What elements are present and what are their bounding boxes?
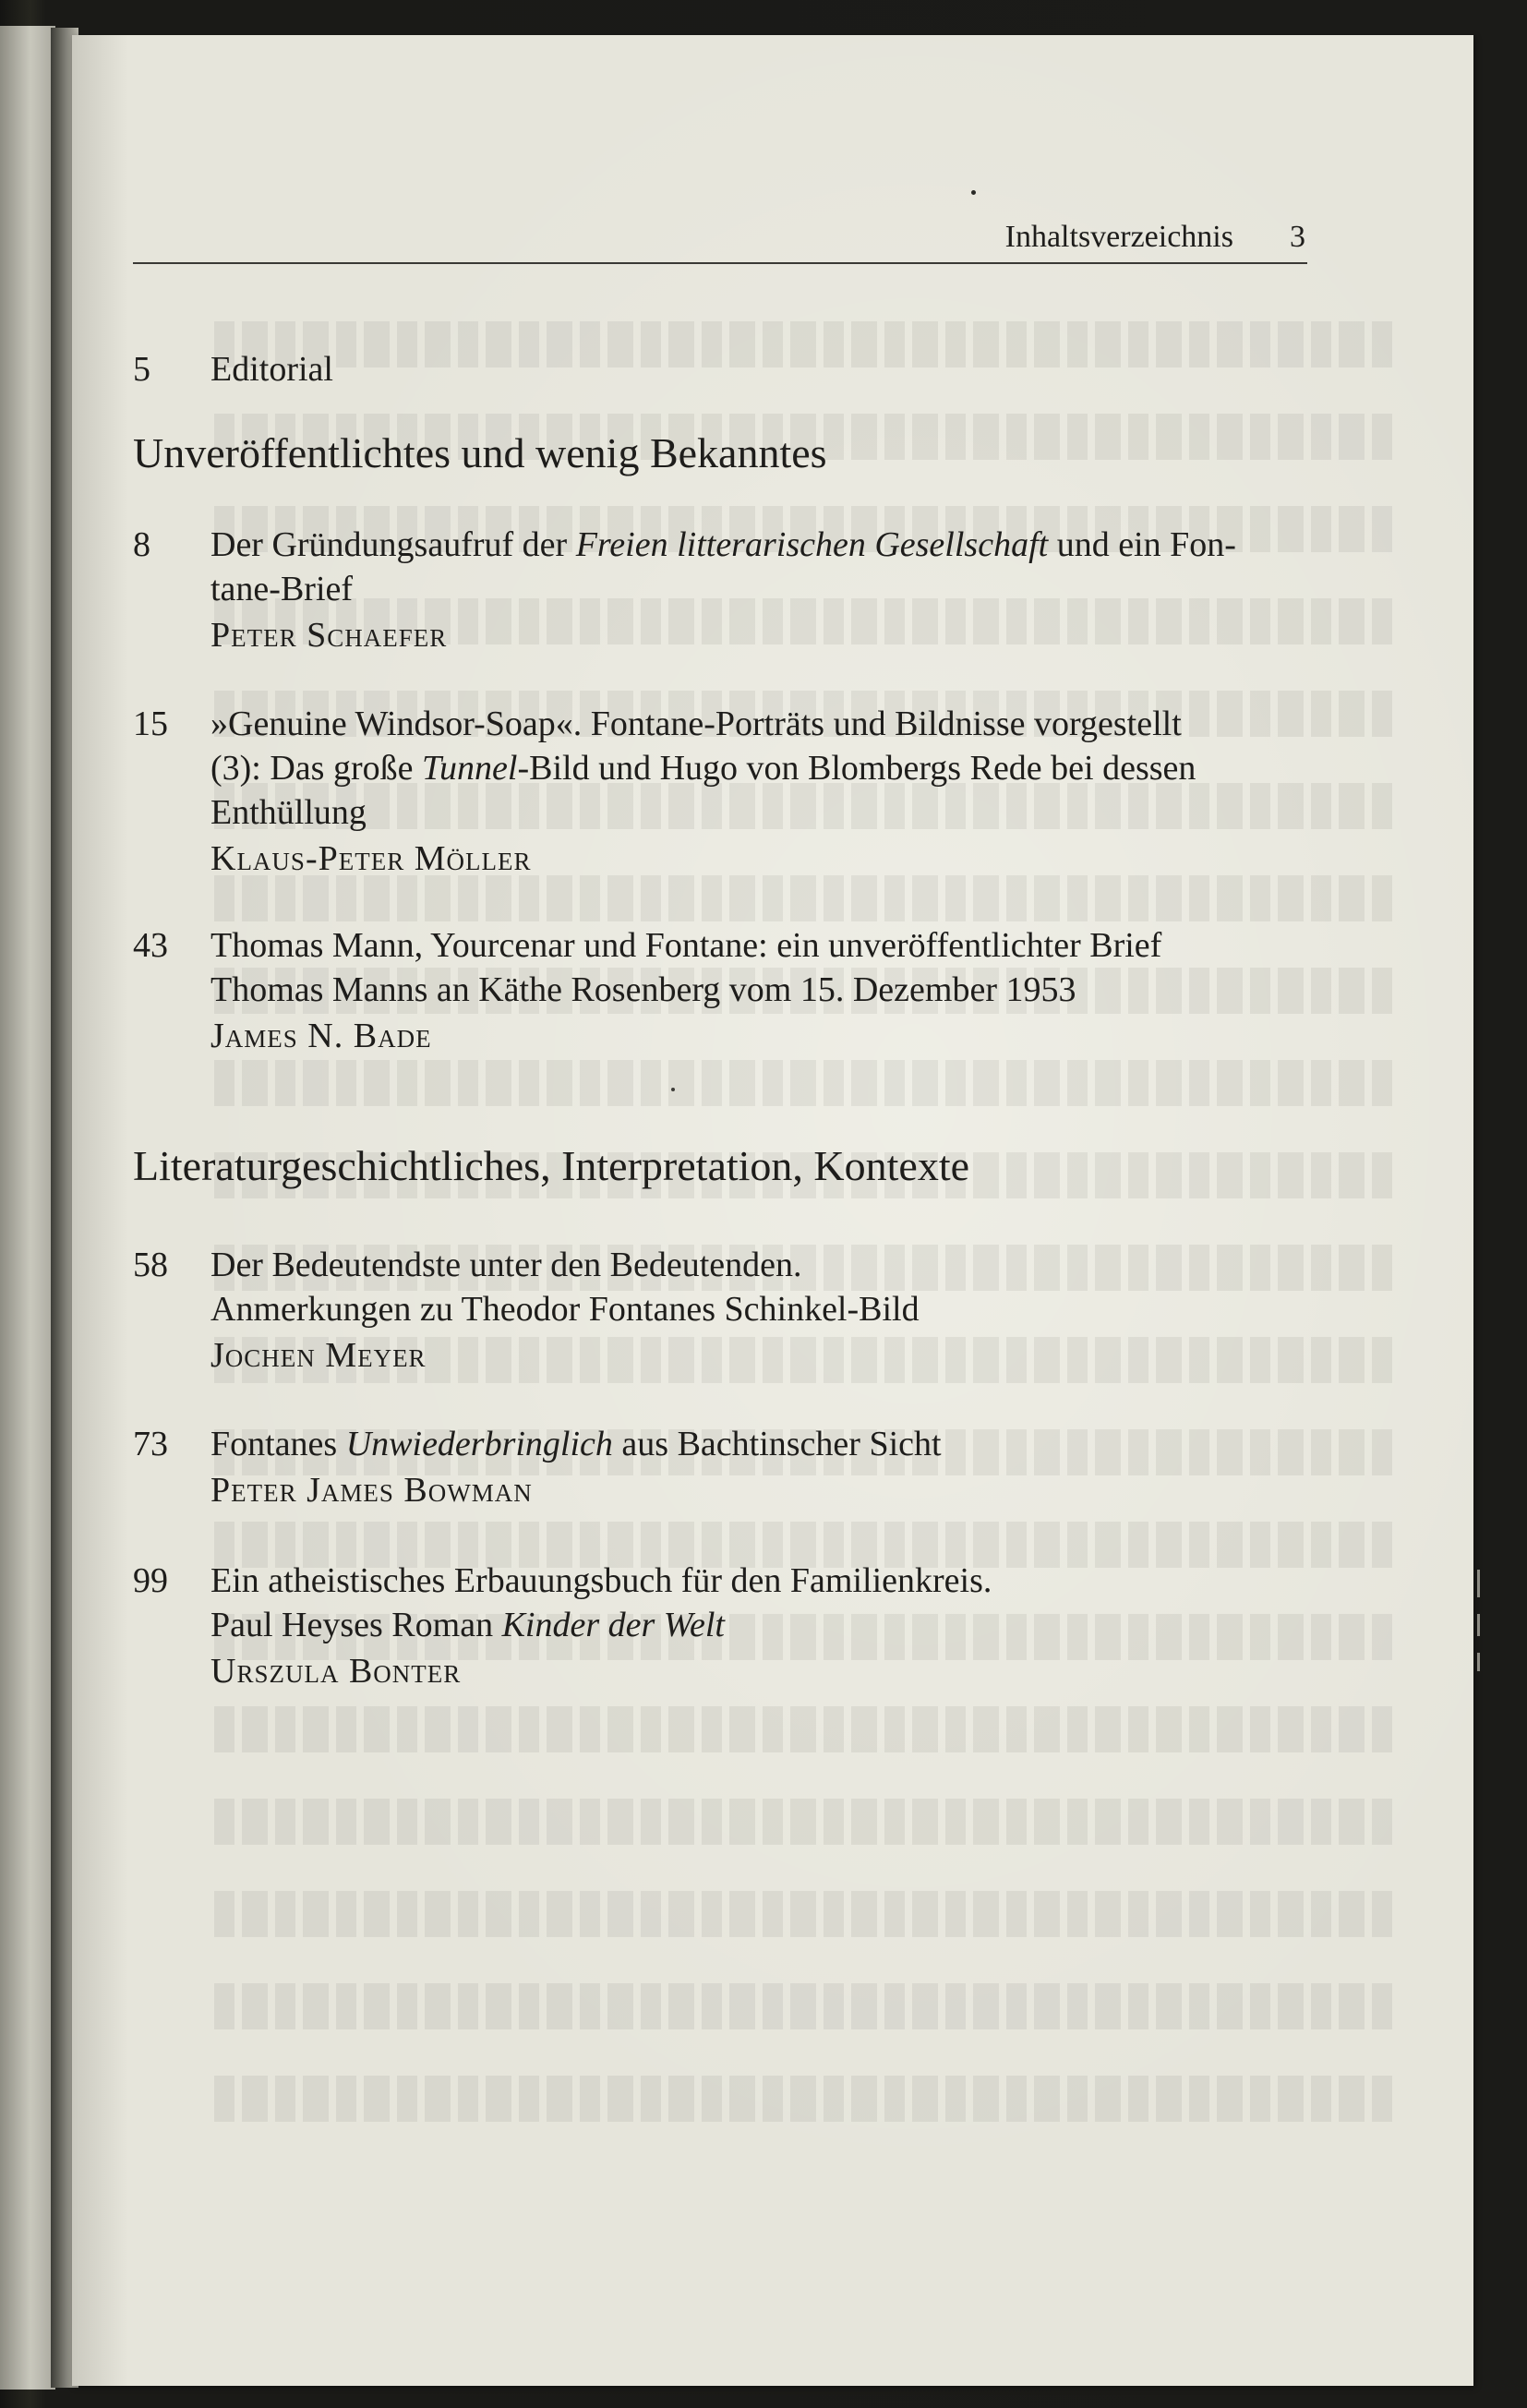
entry-title: Editorial: [210, 350, 333, 389]
previous-page-edge: [0, 26, 55, 2390]
entry-title-line: Thomas Manns an Käthe Rosenberg vom 15. Dezember 1953: [210, 970, 1076, 1009]
entry-title-line: Thomas Mann, Yourcenar und Fontane: ein unveröffentlichter Brief: [210, 926, 1162, 965]
entry-title-line: Paul Heyses Roman Kinder der Welt: [210, 1606, 725, 1644]
entry-author: James N. Bade: [210, 1017, 432, 1055]
page-edge-marks: [1473, 1570, 1486, 1680]
section-heading-unveroeffentlichtes: Unveröffentlichtes und wenig Bekanntes: [133, 429, 827, 476]
entry-title-line: tane-Brief: [210, 570, 354, 608]
print-speck: [671, 1088, 675, 1091]
entry-page-number: 43: [133, 926, 168, 965]
entry-author: Jochen Meyer: [210, 1336, 427, 1375]
print-speck: [971, 190, 976, 195]
entry-author: Klaus-Peter Möller: [210, 839, 532, 878]
section-heading-literaturgeschichtliches: Literaturgeschichtliches, Interpretation, Kontexte: [133, 1142, 970, 1189]
header-page-number: 3: [1290, 220, 1305, 254]
entry-title-line: Fontanes Unwiederbringlich aus Bachtinscher Sicht: [210, 1425, 942, 1463]
entry-page-number: 8: [133, 525, 150, 564]
entry-page-number: 99: [133, 1561, 168, 1600]
entry-author: Peter Schaefer: [210, 616, 448, 655]
entry-page-number: 73: [133, 1425, 168, 1463]
entry-title-line: (3): Das große Tunnel-Bild und Hugo von Blombergs Rede bei dessen: [210, 749, 1196, 788]
entry-title-line: Anmerkungen zu Theodor Fontanes Schinkel-Bild: [210, 1290, 920, 1329]
entry-page-number: 58: [133, 1246, 168, 1284]
entry-page-number: 15: [133, 704, 168, 743]
entry-title-line: Der Bedeutendste unter den Bedeutenden.: [210, 1246, 802, 1284]
header-title: Inhaltsverzeichnis: [1004, 220, 1233, 254]
entry-title-line: »Genuine Windsor-Soap«. Fontane-Porträts und Bildnisse vorgestellt: [210, 704, 1182, 743]
entry-author: Urszula Bonter: [210, 1652, 462, 1691]
entry-title-line: Der Gründungsaufruf der Freien litterarischen Gesellschaft und ein Fon-: [210, 525, 1236, 564]
entry-title-line: Ein atheistisches Erbauungsbuch für den Familienkreis.: [210, 1561, 992, 1600]
entry-title-line: Enthüllung: [210, 793, 367, 832]
running-header: [133, 214, 1307, 264]
entry-author: Peter James Bowman: [210, 1471, 533, 1510]
entry-page-number: 5: [133, 350, 150, 389]
